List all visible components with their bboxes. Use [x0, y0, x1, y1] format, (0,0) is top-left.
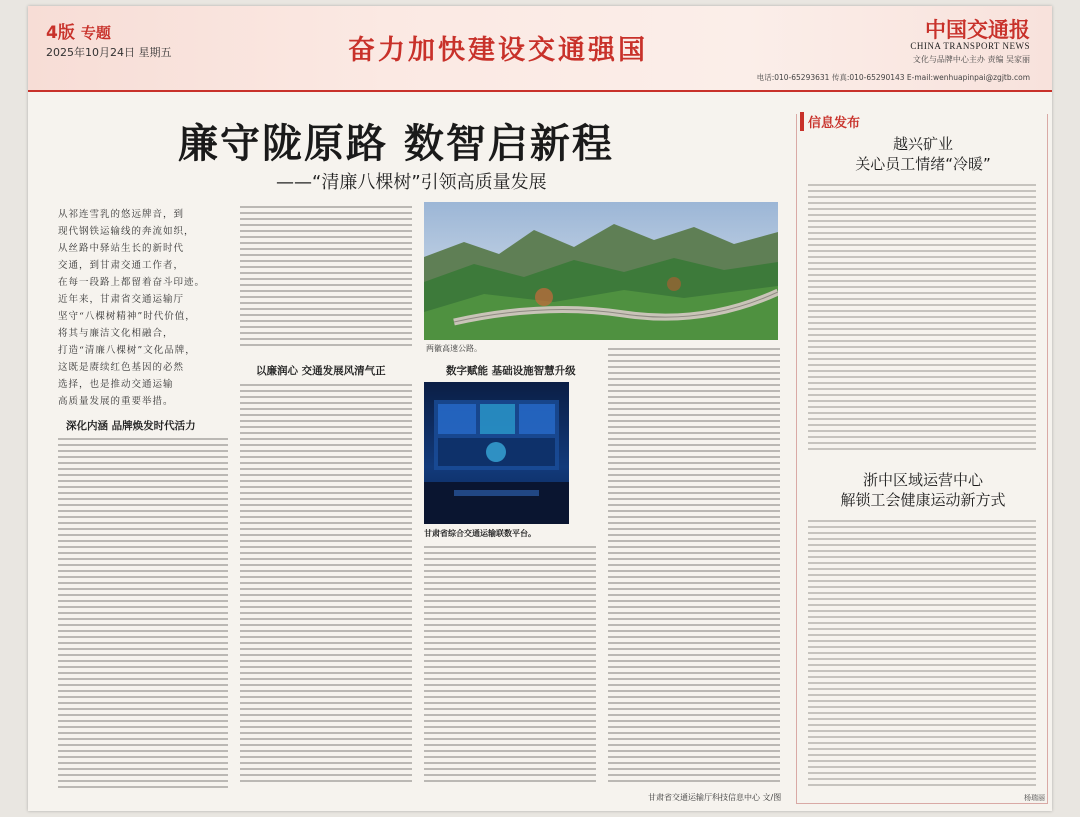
photo-caption: 两徽高速公路。 — [426, 344, 482, 353]
issue-date: 2025年10月24日 星期五 — [46, 46, 172, 59]
section-heading-1: 深化内涵 品牌焕发时代活力 — [66, 420, 196, 432]
sidebar-label: 信息发布 — [800, 112, 864, 131]
section-heading-3: 数字赋能 基础设施智慧升级 — [446, 365, 576, 377]
masthead-contact: 电话:010-65293631 传真:010-65290143 E-mail:wenhuapinpai@zgjtb.com — [756, 73, 1030, 82]
screen-photo-caption: 甘肃省综合交通运输联数平台。 — [424, 529, 536, 538]
dashboard-screen-photo — [424, 382, 569, 524]
body-text-column — [58, 438, 228, 788]
body-text-column — [608, 348, 780, 786]
highway-photo — [424, 202, 778, 340]
sidebar-story-2-title: 浙中区域运营中心 解锁工会健康运动新方式 — [840, 471, 1006, 509]
body-text-column — [240, 384, 412, 784]
article-subheadline: ——“清廉八棵树”引领高质量发展 — [276, 172, 547, 193]
masthead-editor-line: 文化与品牌中心主办 责编 吴家丽 — [912, 55, 1030, 64]
edition-number: 4版 专题 — [46, 23, 111, 43]
sidebar-story-1-title: 越兴矿业 关心员工情绪“冷暖” — [855, 135, 991, 173]
article-headline: 廉守陇原路 数智启新程 — [178, 120, 614, 167]
article-byline: 甘肃省交通运输厅科技信息中心 文/图 — [648, 793, 782, 802]
masthead — [28, 6, 1052, 92]
body-text-column — [424, 546, 596, 784]
sidebar-story-2-text — [808, 520, 1036, 788]
sidebar-story-1-text — [808, 184, 1036, 454]
data-dashboard-image — [424, 382, 569, 524]
article-intro: 从祁连雪乳的悠远牌音，到 现代钢铁运输线的奔流如织， 从丝路中驿站生长的新时代 交通，到甘肃交通工作者， 在每一段路上都留着奋斗印迹。 近年来，甘肃省交通运输厅 坚守“八棵树精神”时代价值， 将其与廉洁文化相融合， 打造“清廉八棵树”文化品牌， 这既是赓续红色基因的必然 选择，也是推动交通运输 高质量发展的重要举措。 — [58, 209, 206, 407]
newspaper-name-en: CHINA TRANSPORT NEWS — [910, 41, 1030, 51]
sidebar-author: 杨瑞丽 — [1024, 794, 1045, 802]
newspaper-page — [28, 6, 1052, 811]
body-text-column — [240, 206, 412, 346]
section-heading-2: 以廉润心 交通发展风清气正 — [256, 365, 386, 377]
newspaper-logo: 中国交通报 — [925, 17, 1030, 42]
page-theme: 奋力加快建设交通强国 — [348, 35, 648, 66]
mountain-highway-image — [424, 202, 778, 340]
